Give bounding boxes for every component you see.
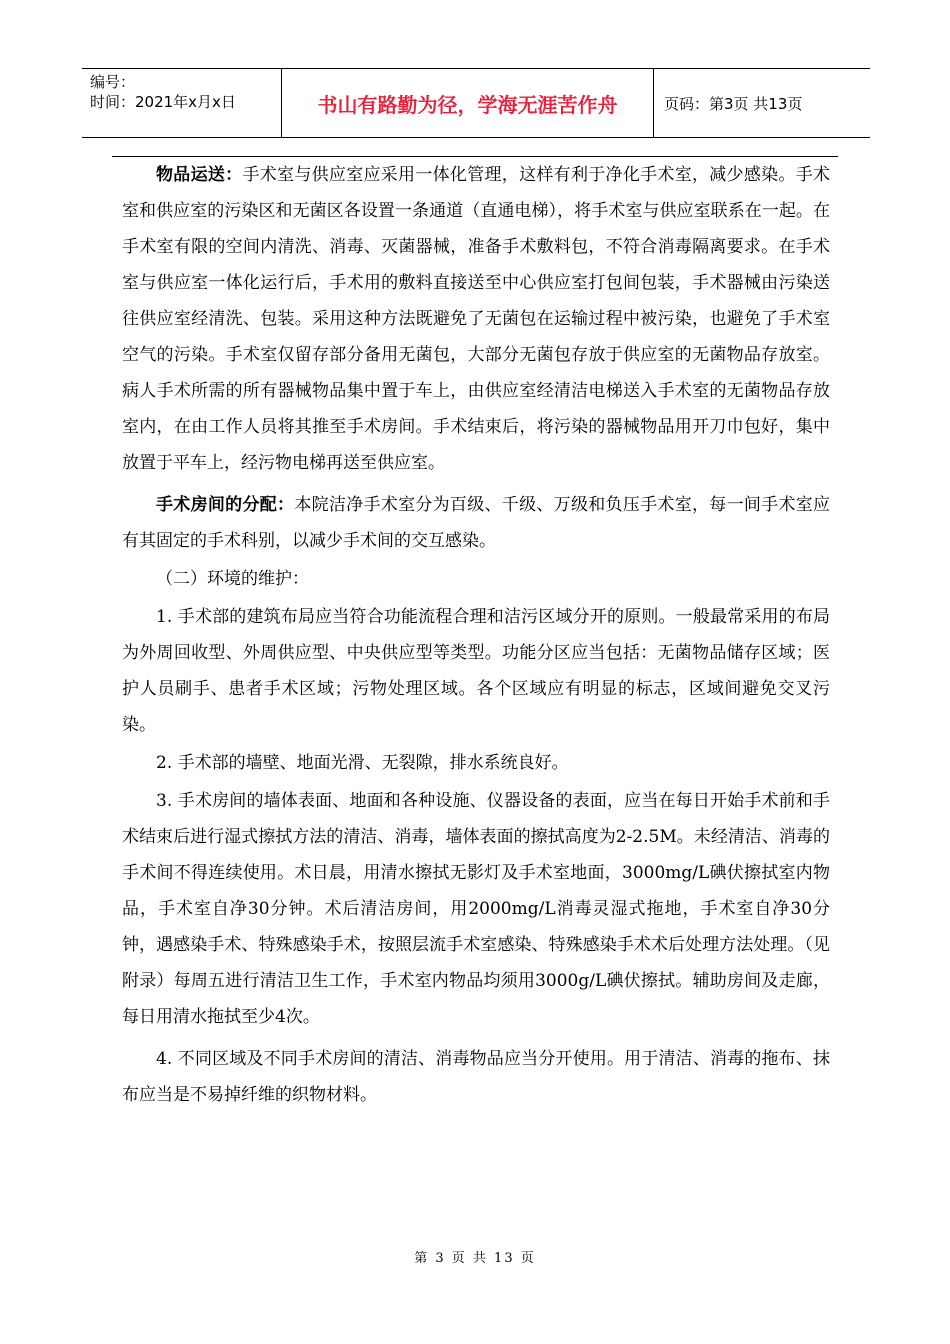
section-heading-environment: [122, 561, 830, 597]
paragraph-text: 手术室与供应室应采用一体化管理，这样有利于净化手术室，减少感染。手术室和供应室的污染区和无菌区各设置一条通道（直通电梯），将手术室与供应室联系在一起。在手术室有限的空间内清洗、消毒、灭菌器械，准备手术敷料包，不符合消毒隔离要求。在手术室与供应室一体化运行后，手术用的敷料直接送至中心供应室打包间包装，手术器械由污染送往供应室经清洗、包装。采用这种方法既避免了无菌包在运输过程中被污染，也避免了手术室空气的污染。手术室仅留存部分备用无菌包，大部分无菌包存放于供应室的无菌物品存放室。病人手术所需的所有器械物品集中置于车上，由供应室经清洁电梯送入手术室的无菌物品存放室内，在由工作人员将其推至手术房间。手术结束后，将污染的器械物品用开刀巾包好，集中放置于平车上，经污物电梯再送至供应室。: [122, 165, 831, 473]
paragraph-text: 本院洁净手术室分为百级、千级、万级和负压手术室，每一间手术室应有其固定的手术科别，以减少手术间的交互感染。: [122, 495, 831, 551]
paragraph-text: 2. 手术部的墙壁、地面光滑、无裂隙，排水系统良好。: [156, 753, 569, 773]
paragraph-text: （二）环境的维护：: [156, 569, 309, 589]
body-content: [122, 157, 830, 1115]
time-label: 时间：2021年x月x日: [90, 93, 236, 111]
list-item-4: [122, 1041, 830, 1113]
list-item-2: [122, 745, 830, 781]
paragraph-item-delivery: [122, 157, 830, 481]
paragraph-text: 4. 不同区域及不同手术房间的清洁、消毒物品应当分开使用。用于清洁、消毒的拖布、抹布应当是不易掉纤维的织物材料。: [122, 1049, 830, 1105]
header-motto-cell: [282, 69, 654, 137]
paragraph-room-allocation: [122, 487, 830, 559]
paragraph-lead: 物品运送：: [156, 165, 243, 185]
paragraph-text: 1. 手术部的建筑布局应当符合功能流程合理和洁污区域分开的原则。一般最常采用的布局为外周回收型、外周供应型、中央供应型等类型。功能分区应当包括：无菌物品储存区域；医护人员刷手、患者手术区域；污物处理区域。各个区域应有明显的标志，区域间避免交叉污染。: [122, 607, 830, 735]
paragraph-text: 3. 手术房间的墙体表面、地面和各种设施、仪器设备的表面，应当在每日开始手术前和手术结束后进行湿式擦拭方法的清洁、消毒，墙体表面的擦拭高度为2-2.5M。未经清洁、消毒的手术间不得连续使用。术日晨，用清水擦拭无影灯及手术室地面，3000mg/L碘伏擦拭室内物品，手术室自净30分钟。术后清洁房间，用2000mg/L消毒灵湿式拖地，手术室自净30分钟，遇感染手术、特殊感染手术，按照层流手术室感染、特殊感染手术术后处理方法处理。（见附录）每周五进行清洁卫生工作，手术室内物品均须用3000g/L碘伏擦拭。辅助房间及走廊，每日用清水拖拭至少4次。: [122, 791, 830, 1027]
list-item-3: [122, 783, 830, 1035]
header-page-info: [654, 69, 870, 137]
list-item-1: [122, 599, 830, 743]
header-table: [82, 68, 870, 138]
paragraph-lead: 手术房间的分配：: [156, 495, 295, 515]
page-footer: 第 3 页 共 13 页: [414, 1251, 536, 1266]
page-info: 页码：第3页 共13页: [664, 94, 803, 113]
motto: 书山有路勤为径，学海无涯苦作舟: [317, 92, 618, 117]
number-label: 编号：: [90, 73, 136, 91]
header-meta: [82, 69, 282, 137]
